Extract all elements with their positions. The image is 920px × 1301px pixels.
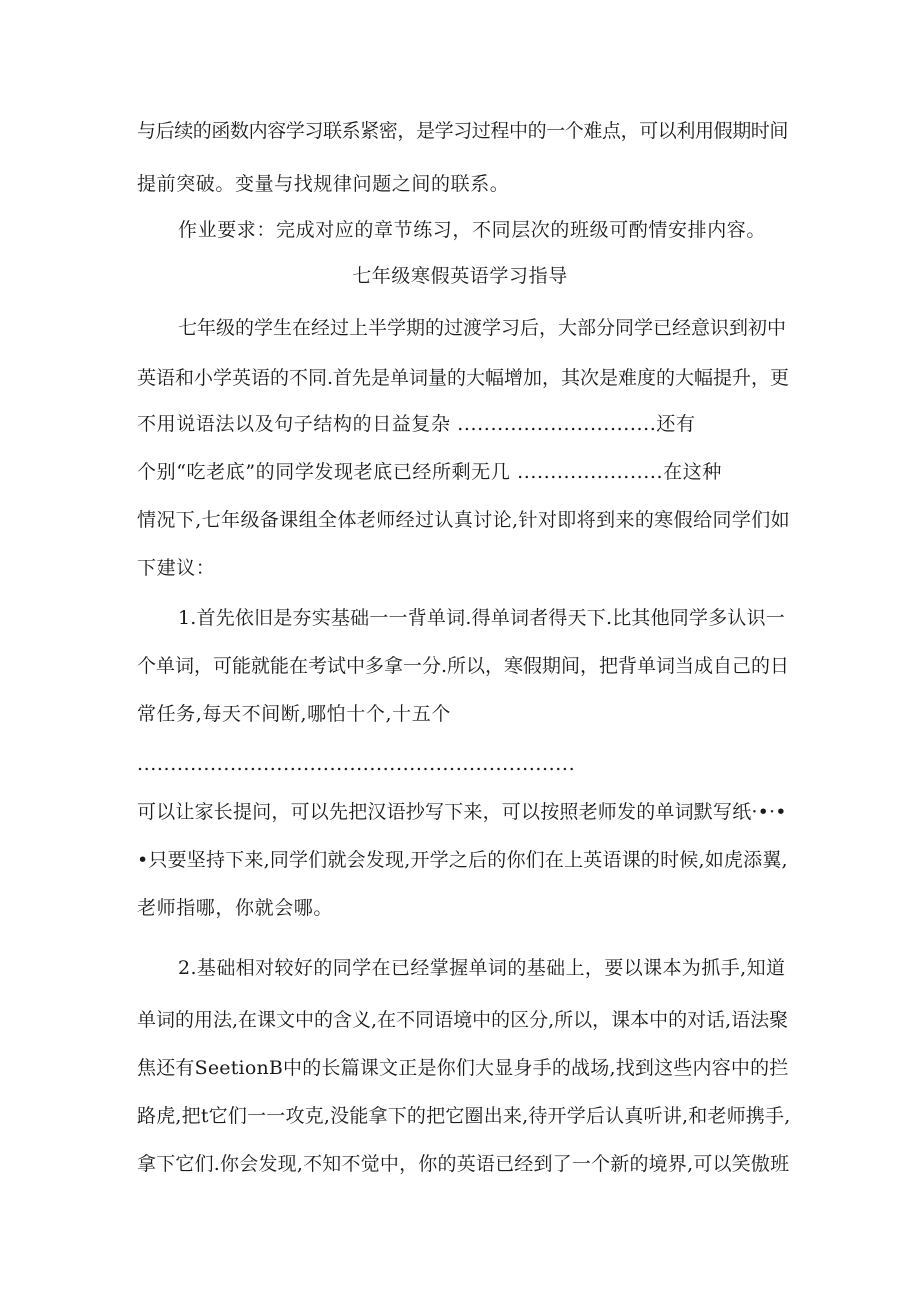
para1-line-5: 情况下,七年级备课组全体老师经过认真讨论,针对即将到来的寒假给同学们如	[137, 509, 791, 531]
intro-line-2: 提前突破。变量与找规律问题之间的联系。	[137, 173, 510, 195]
item1-line-2: 个单词，可能就能在考试中多拿一分.所以，寒假期间，把背单词当成自己的日	[137, 655, 790, 677]
para1-line-6: 下建议：	[137, 557, 216, 579]
para1-line-1: 七年级的学生在经过上半学期的过渡学习后，大部分同学已经意识到初中	[178, 317, 787, 339]
para1-line-2: 英语和小学英语的不同.首先是单词量的大幅增加，其次是难度的大幅提升，更	[137, 367, 790, 389]
item2-line-1: 2.基础相对较好的同学在已经掌握单词的基础上，要以课本为抓手,知道	[178, 957, 786, 979]
item1-line-7: 老师指哪，你就会哪。	[137, 897, 334, 919]
item1-line-5: 可以让家长提问，可以先把汉语抄写下来，可以按照老师发的单词默写纸·•·•	[137, 801, 787, 823]
item1-dots: ..................................................................	[137, 753, 576, 775]
item2-line-4: 路虎,把t它们一一攻克,没能拿下的把它圈出来,待开学后认真听讲,和老师携手,	[137, 1105, 791, 1127]
intro-line-1: 与后续的函数内容学习联系紧密，是学习过程中的一个难点，可以利用假期时间	[137, 120, 789, 142]
item2-line-5: 拿下它们.你会发现,不知不觉中，你的英语已经到了一个新的境界,可以笑傲班	[137, 1153, 790, 1175]
para1-line-4: 个别“吃老底”的同学发现老底已经所剩无几 ......................在这种	[137, 461, 722, 483]
item2-line-2: 单词的用法,在课文中的含义,在不同语境中的区分,所以，课本中的对话,语法聚	[137, 1009, 789, 1031]
section-title: 七年级寒假英语学习指导	[352, 265, 568, 287]
para1-line-3: 不用说语法以及句子结构的日益复杂 ..............................还有	[137, 413, 696, 435]
item1-line-6: •只要坚持下来,同学们就会发现,开学之后的你们在上英语课的时候,如虎添翼,	[137, 849, 788, 871]
item2-line-3: 焦还有SeetionB中的长篇课文正是你们大显身手的战场,找到这些内容中的拦	[137, 1057, 789, 1079]
homework-requirement: 作业要求：完成对应的章节练习，不同层次的班级可酌情安排内容。	[178, 219, 767, 241]
item1-line-3: 常任务,每天不间断,哪怕十个,十五个	[137, 703, 451, 725]
item1-line-1: 1.首先依旧是夯实基础一一背单词.得单词者得天下.比其他同学多认识一	[178, 607, 786, 629]
